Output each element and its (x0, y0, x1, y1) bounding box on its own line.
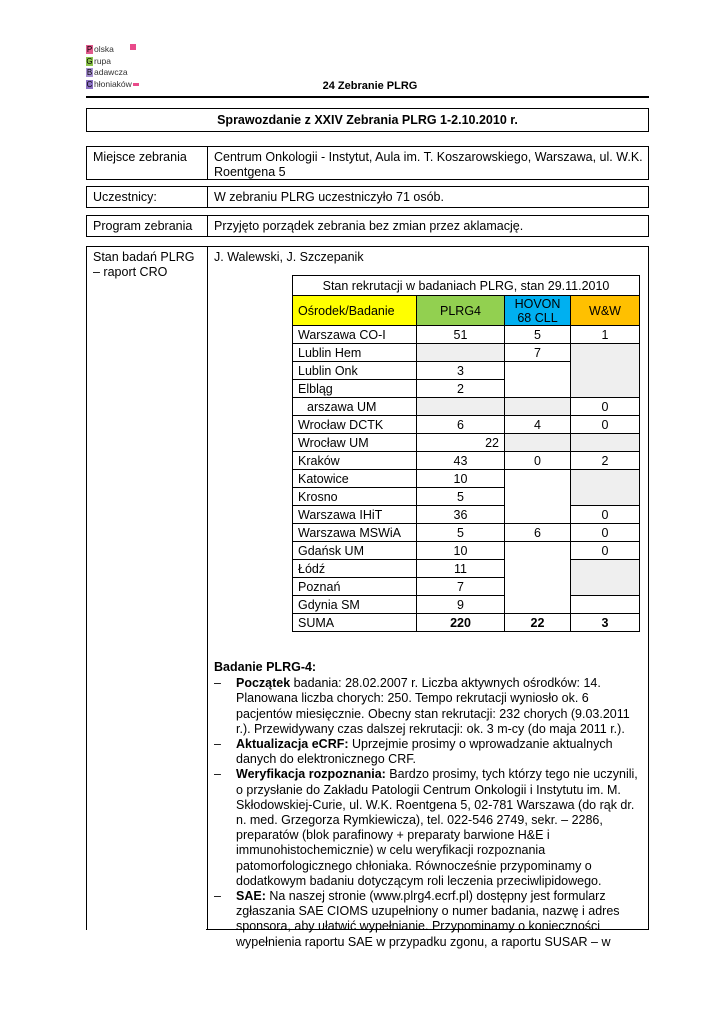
ww-cell: 0 (571, 524, 640, 542)
header-hovon-line: 68 CLL (517, 310, 558, 325)
plrg4-cell: 6 (417, 416, 505, 434)
center-cell: Krosno (293, 488, 417, 506)
program-row (86, 215, 649, 237)
logo-letter-p: P (86, 45, 93, 55)
center-cell: Kraków (293, 452, 417, 470)
sum-ww: 3 (571, 614, 640, 632)
sum-label: SUMA (293, 614, 417, 632)
table-row (293, 398, 640, 416)
plrg4-cell: 5 (417, 488, 505, 506)
status-label-line: – raport CRO (93, 265, 168, 279)
center-cell: Wrocław DCTK (293, 416, 417, 434)
plrg4-cell: 10 (417, 542, 505, 560)
plrg4-cell: 3 (417, 362, 505, 380)
table-row (293, 542, 640, 560)
logo-letter-g: G (86, 56, 93, 66)
status-label (93, 250, 194, 280)
list-item-text: Na naszej stronie (www.plrg4.ecrf.pl) dostępny jest formularz zgłaszania SAE CIOMS uzupełniony o numer badania, nazwę i adres sponsora, aby ułatwić wypełnianie. Przypominamy o konieczności wypełnienia raportu SAE w przypadku zgonu, a raportu SUSAR – w (236, 889, 620, 949)
page-header-title: 24 Zebranie PLRG (322, 80, 418, 92)
hovon-cell: 5 (505, 326, 571, 344)
table-row (293, 560, 640, 578)
ww-cell: 0 (571, 542, 640, 560)
table-row (293, 416, 640, 434)
table-row (293, 344, 640, 362)
hovon-cell (505, 362, 571, 398)
plrg4-cell: 9 (417, 596, 505, 614)
hovon-cell: 4 (505, 416, 571, 434)
hovon-cell: 7 (505, 344, 571, 362)
list-item-text: badania: 28.02.2007 r. Liczba aktywnych ośrodków: 14. Planowana liczba chorych: 250. Tempo rekrutacji wyniosło ok. 6 pacjentów miesięcznie. Obecny stan rekrutacji: 232 chorych (9.03.2011 r.). Przewidywany czas dalszej rekrutacji: ok. 3 m-cy (do maja 2011 r.). (236, 676, 630, 736)
ww-cell: 0 (571, 416, 640, 434)
center-cell: Łódź (293, 560, 417, 578)
program-label: Program zebrania (93, 219, 193, 233)
hovon-cell (505, 434, 571, 452)
plrg4-cell: 10 (417, 470, 505, 488)
hovon-cell (505, 470, 571, 524)
ww-cell (571, 596, 640, 614)
list-item: – SAE: Na naszej stronie (www.plrg4.ecrf.pl) dostępny jest formularz zgłaszania SAE CIOMS uzupełniony o numer badania, nazwę i adres sponsora, aby ułatwić wypełnianie. Przypominamy o konieczności wypełnienia raportu SAE w przypadku zgonu, a raportu SUSAR – w (214, 889, 620, 949)
report-title: Sprawozdanie z XXIV Zebrania PLRG 1-2.10.2010 r. (86, 108, 649, 132)
list-item-text: Uprzejmie prosimy o wprowadzanie aktualnych danych do elektronicznego CRF. (236, 737, 613, 767)
header-plrg4: PLRG4 (417, 296, 505, 326)
meeting-value-line: Centrum Onkologii - Instytut, Aula im. T. Koszarowskiego, Warszawa, ul. W.K. (214, 150, 643, 164)
table-row (293, 326, 640, 344)
center-cell: arszawa UM (293, 398, 417, 416)
plrg4-cell: 22 (417, 434, 505, 452)
ww-cell (571, 560, 640, 596)
list-item-title: SAE: (236, 889, 266, 904)
center-cell: Poznań (293, 578, 417, 596)
ww-cell (571, 344, 640, 398)
center-cell: Gdańsk UM (293, 542, 417, 560)
table-row (293, 596, 640, 614)
center-cell: Elbląg (293, 380, 417, 398)
ww-cell: 0 (571, 398, 640, 416)
ww-cell: 2 (571, 452, 640, 470)
table-row (293, 506, 640, 524)
ww-cell (571, 434, 640, 452)
logo-letter-b: B (86, 68, 93, 78)
table-row (293, 470, 640, 488)
list-item-title: Początek (236, 676, 291, 691)
meeting-value-line: Roentgena 5 (214, 165, 286, 179)
logo-word: rupa (94, 55, 112, 66)
hovon-cell: 6 (505, 524, 571, 542)
plrg4-cell: 2 (417, 380, 505, 398)
center-cell: Gdynia SM (293, 596, 417, 614)
ww-cell: 1 (571, 326, 640, 344)
plrg4-cell: 51 (417, 326, 505, 344)
center-cell: Lublin Onk (293, 362, 417, 380)
meeting-label: Miejsce zebrania (93, 150, 187, 164)
logo-accent (130, 44, 136, 50)
ww-cell (571, 470, 640, 506)
plrg-logo (86, 44, 139, 90)
center-cell: Warszawa IHiT (293, 506, 417, 524)
logo-letter-c: C (86, 79, 93, 89)
meeting-place-row (86, 146, 649, 180)
plrg4-cell (417, 344, 505, 362)
center-cell: Warszawa CO-I (293, 326, 417, 344)
participants-value: W zebraniu PLRG uczestniczyło 71 osób. (214, 190, 444, 204)
list-item: – Początek badania: 28.02.2007 r. Liczba aktywnych ośrodków: 14. Planowana liczba chorych: 250. Tempo rekrutacji wyniosło ok. 6 pacjentów miesięcznie. Obecny stan rekrutacji: 232 chorych (9.03.2011 r.). Przewidywany czas dalszej rekrutacji: ok. 3 m-cy (do maja 2011 r.). (214, 676, 630, 736)
center-cell: Wrocław UM (293, 434, 417, 452)
plrg4-cell: 36 (417, 506, 505, 524)
list-item-title: Weryfikacja rozpoznania: (236, 767, 386, 782)
center-cell: Warszawa MSWiA (293, 524, 417, 542)
recruitment-table-caption: Stan rekrutacji w badaniach PLRG, stan 29.11.2010 (293, 276, 640, 296)
table-sum-row (293, 614, 640, 632)
list-item-text: Bardzo prosimy, tych którzy tego nie uczynili, o przysłanie do Zakładu Patologii Centrum Onkologii i Instytutu im. M. Skłodowskiej-Curie, ul. W.K. Roentgena 5, 02-781 Warszawa (do rąk dr. n. med. Grzegorza Rymkiewicza), tel. 022-546 2749, sekr. – 2286, preparatów (blok parafinowy + preparaty barwione H&E i immunohistochemicznie) w celu weryfikacji rozpoznania patomorfologicznego chłoniaka. Równocześnie przypominamy o dodatkowym badaniu dotyczącym roli leczenia przeciwlipidowego. (236, 767, 638, 888)
table-row (293, 452, 640, 470)
list-item: – Aktualizacja eCRF: Uprzejmie prosimy o wprowadzanie aktualnych danych do elektronicznego CRF. (214, 737, 613, 767)
header-hovon (505, 296, 571, 326)
status-authors: J. Walewski, J. Szczepanik (214, 250, 364, 264)
logo-word: olska (94, 44, 114, 54)
logo-word: hłoniaków (94, 78, 132, 89)
program-value: Przyjęto porządek zebrania bez zmian przez aklamację. (214, 219, 524, 233)
list-item-title: Aktualizacja eCRF: (236, 737, 349, 752)
hovon-cell (505, 542, 571, 614)
plrg4-cell: 7 (417, 578, 505, 596)
participants-label: Uczestnicy: (93, 190, 157, 204)
list-item: – Weryfikacja rozpoznania: Bardzo prosimy, tych którzy tego nie uczynili, o przysłanie do Zakładu Patologii Centrum Onkologii i Instytutu im. M. Skłodowskiej-Curie, ul. W.K. Roentgena 5, 02-781 Warszawa (do rąk dr. n. med. Grzegorza Rymkiewicza), tel. 022-546 2749, sekr. – 2286, preparatów (blok parafinowy + preparaty barwione H&E i immunohistochemicznie) w celu weryfikacji rozpoznania patomorfologicznego chłoniaka. Równocześnie przypominamy o dodatkowym badaniu dotyczącym roli leczenia przeciwlipidowego. (214, 767, 638, 888)
header-rule (86, 96, 649, 98)
plrg4-cell: 11 (417, 560, 505, 578)
sum-plrg4: 220 (417, 614, 505, 632)
ww-cell: 0 (571, 506, 640, 524)
table-row (293, 524, 640, 542)
center-cell: Katowice (293, 470, 417, 488)
sum-hovon: 22 (505, 614, 571, 632)
center-cell: Lublin Hem (293, 344, 417, 362)
header-ww: W&W (571, 296, 640, 326)
hovon-cell (505, 398, 571, 416)
plrg4-heading: Badanie PLRG-4: (214, 660, 317, 674)
plrg4-cell: 5 (417, 524, 505, 542)
header-center: Ośrodek/Badanie (293, 296, 417, 326)
plrg4-cell (417, 398, 505, 416)
hovon-cell: 0 (505, 452, 571, 470)
header-hovon-line: HOVON (514, 296, 561, 311)
plrg4-section (214, 660, 644, 950)
status-label-line: Stan badań PLRG (93, 250, 195, 264)
table-row (293, 434, 640, 452)
participants-row (86, 186, 649, 208)
recruitment-table (292, 275, 640, 632)
plrg4-cell: 43 (417, 452, 505, 470)
logo-word: adawcza (94, 67, 128, 77)
meeting-value (214, 150, 643, 180)
